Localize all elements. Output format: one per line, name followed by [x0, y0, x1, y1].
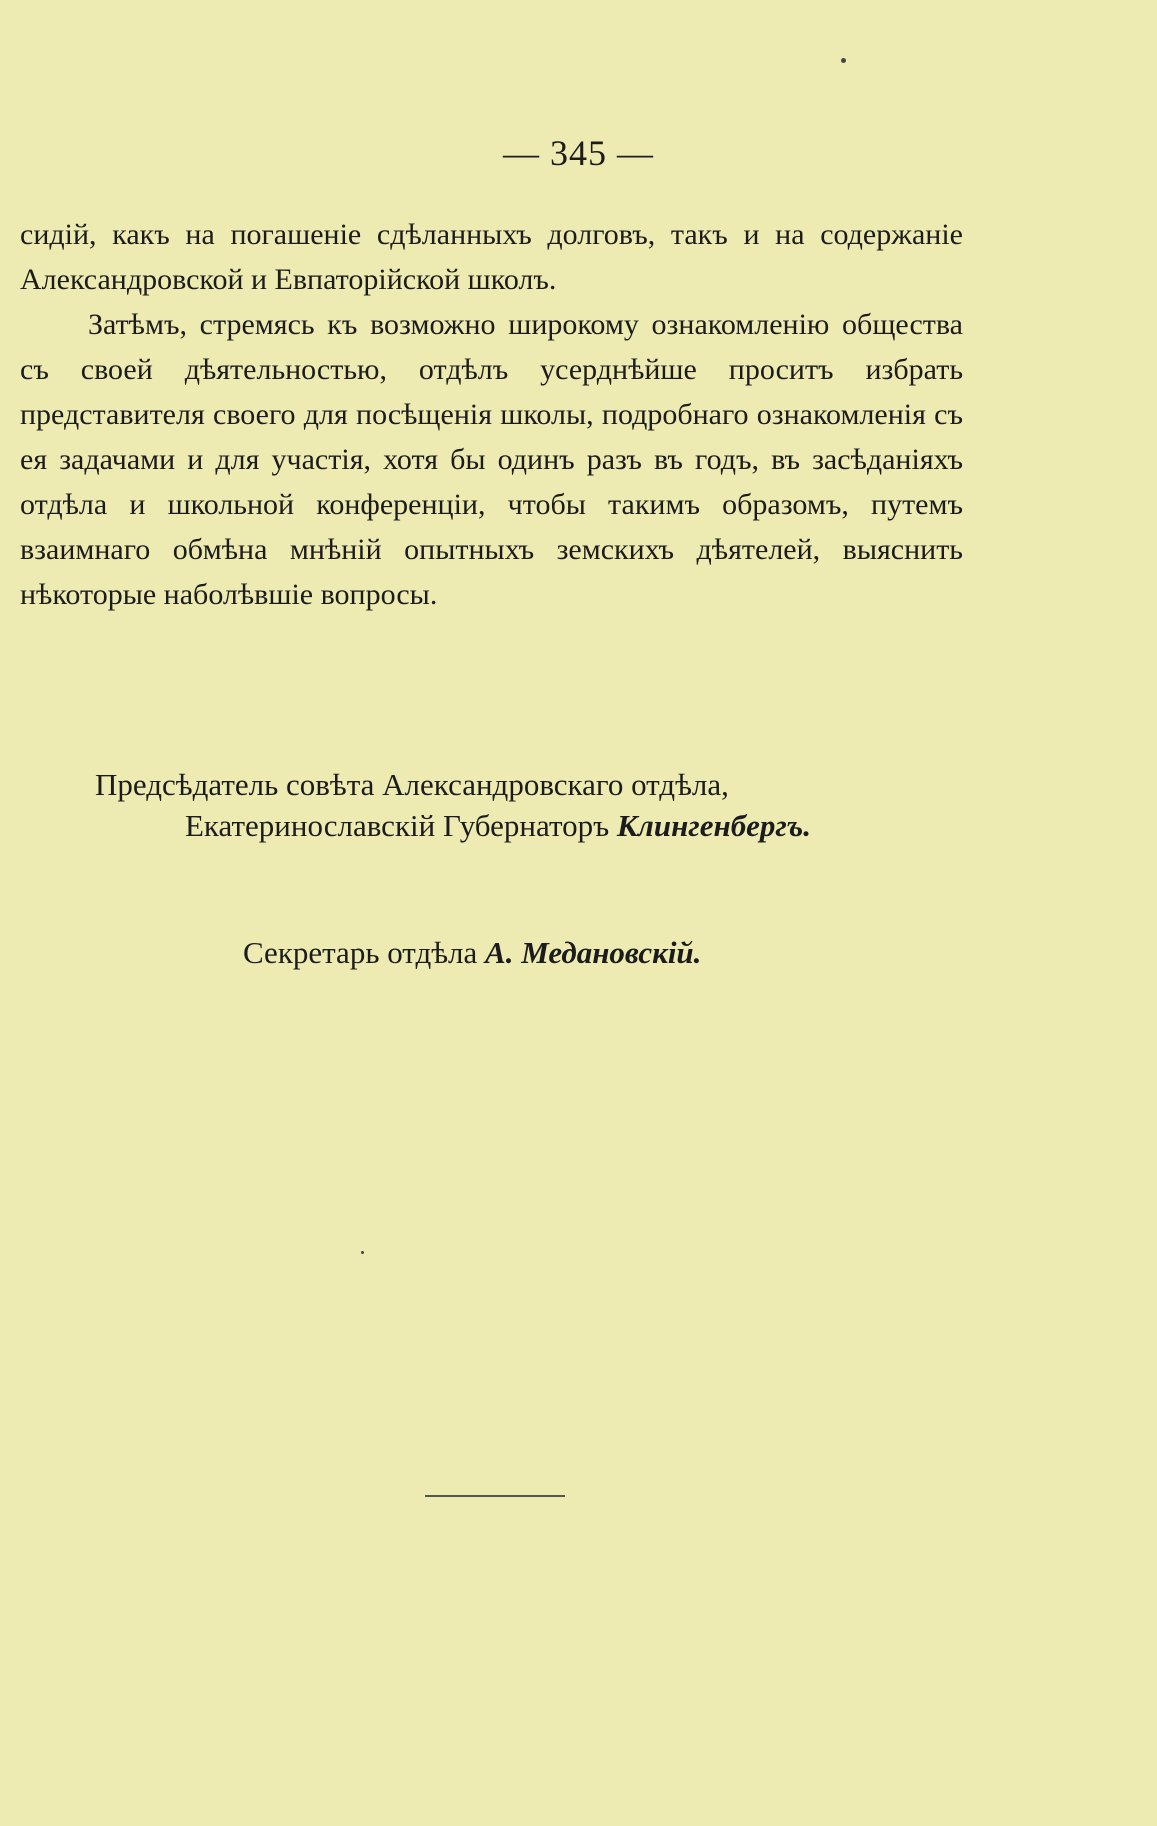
- secretary-name: А. Медановскій.: [485, 935, 702, 970]
- body-text: [20, 212, 963, 617]
- governor-title: Екатеринославскій Губернаторъ: [185, 808, 610, 843]
- closing-rule: [425, 1495, 565, 1497]
- ink-speck: [361, 1251, 364, 1254]
- ink-speck: [841, 58, 846, 63]
- paragraph-1: сидій, какъ на погашеніе сдѣланныхъ долговъ, такъ и на содержаніе Александровской и Евпаторійской школъ.: [20, 218, 963, 296]
- paragraph-2: Затѣмъ, стремясь къ возможно широкому ознакомленію общества съ своей дѣятельностью, отдѣлъ усерднѣйше проситъ избрать представителя своего для посѣщенія школы, подробнаго ознакомленія съ ея задачами и для участія, хотя бы одинъ разъ въ годъ, въ засѣданіяхъ отдѣла и школьной конференціи, чтобы такимъ образомъ, путемъ взаимнаго обмѣна мнѣній опытныхъ земскихъ дѣятелей, выяснить нѣкоторые наболѣвшіе вопросы.: [20, 308, 963, 611]
- chairman-governor-line: [185, 808, 811, 844]
- page-number: — 345 —: [503, 133, 654, 173]
- chairman-name: Клингенбергъ.: [616, 808, 811, 843]
- chairman-title-line: Предсѣдатель совѣта Александровскаго отдѣла,: [95, 767, 729, 802]
- secretary-title: Секретарь отдѣла: [243, 935, 478, 970]
- secretary-line: [243, 935, 701, 971]
